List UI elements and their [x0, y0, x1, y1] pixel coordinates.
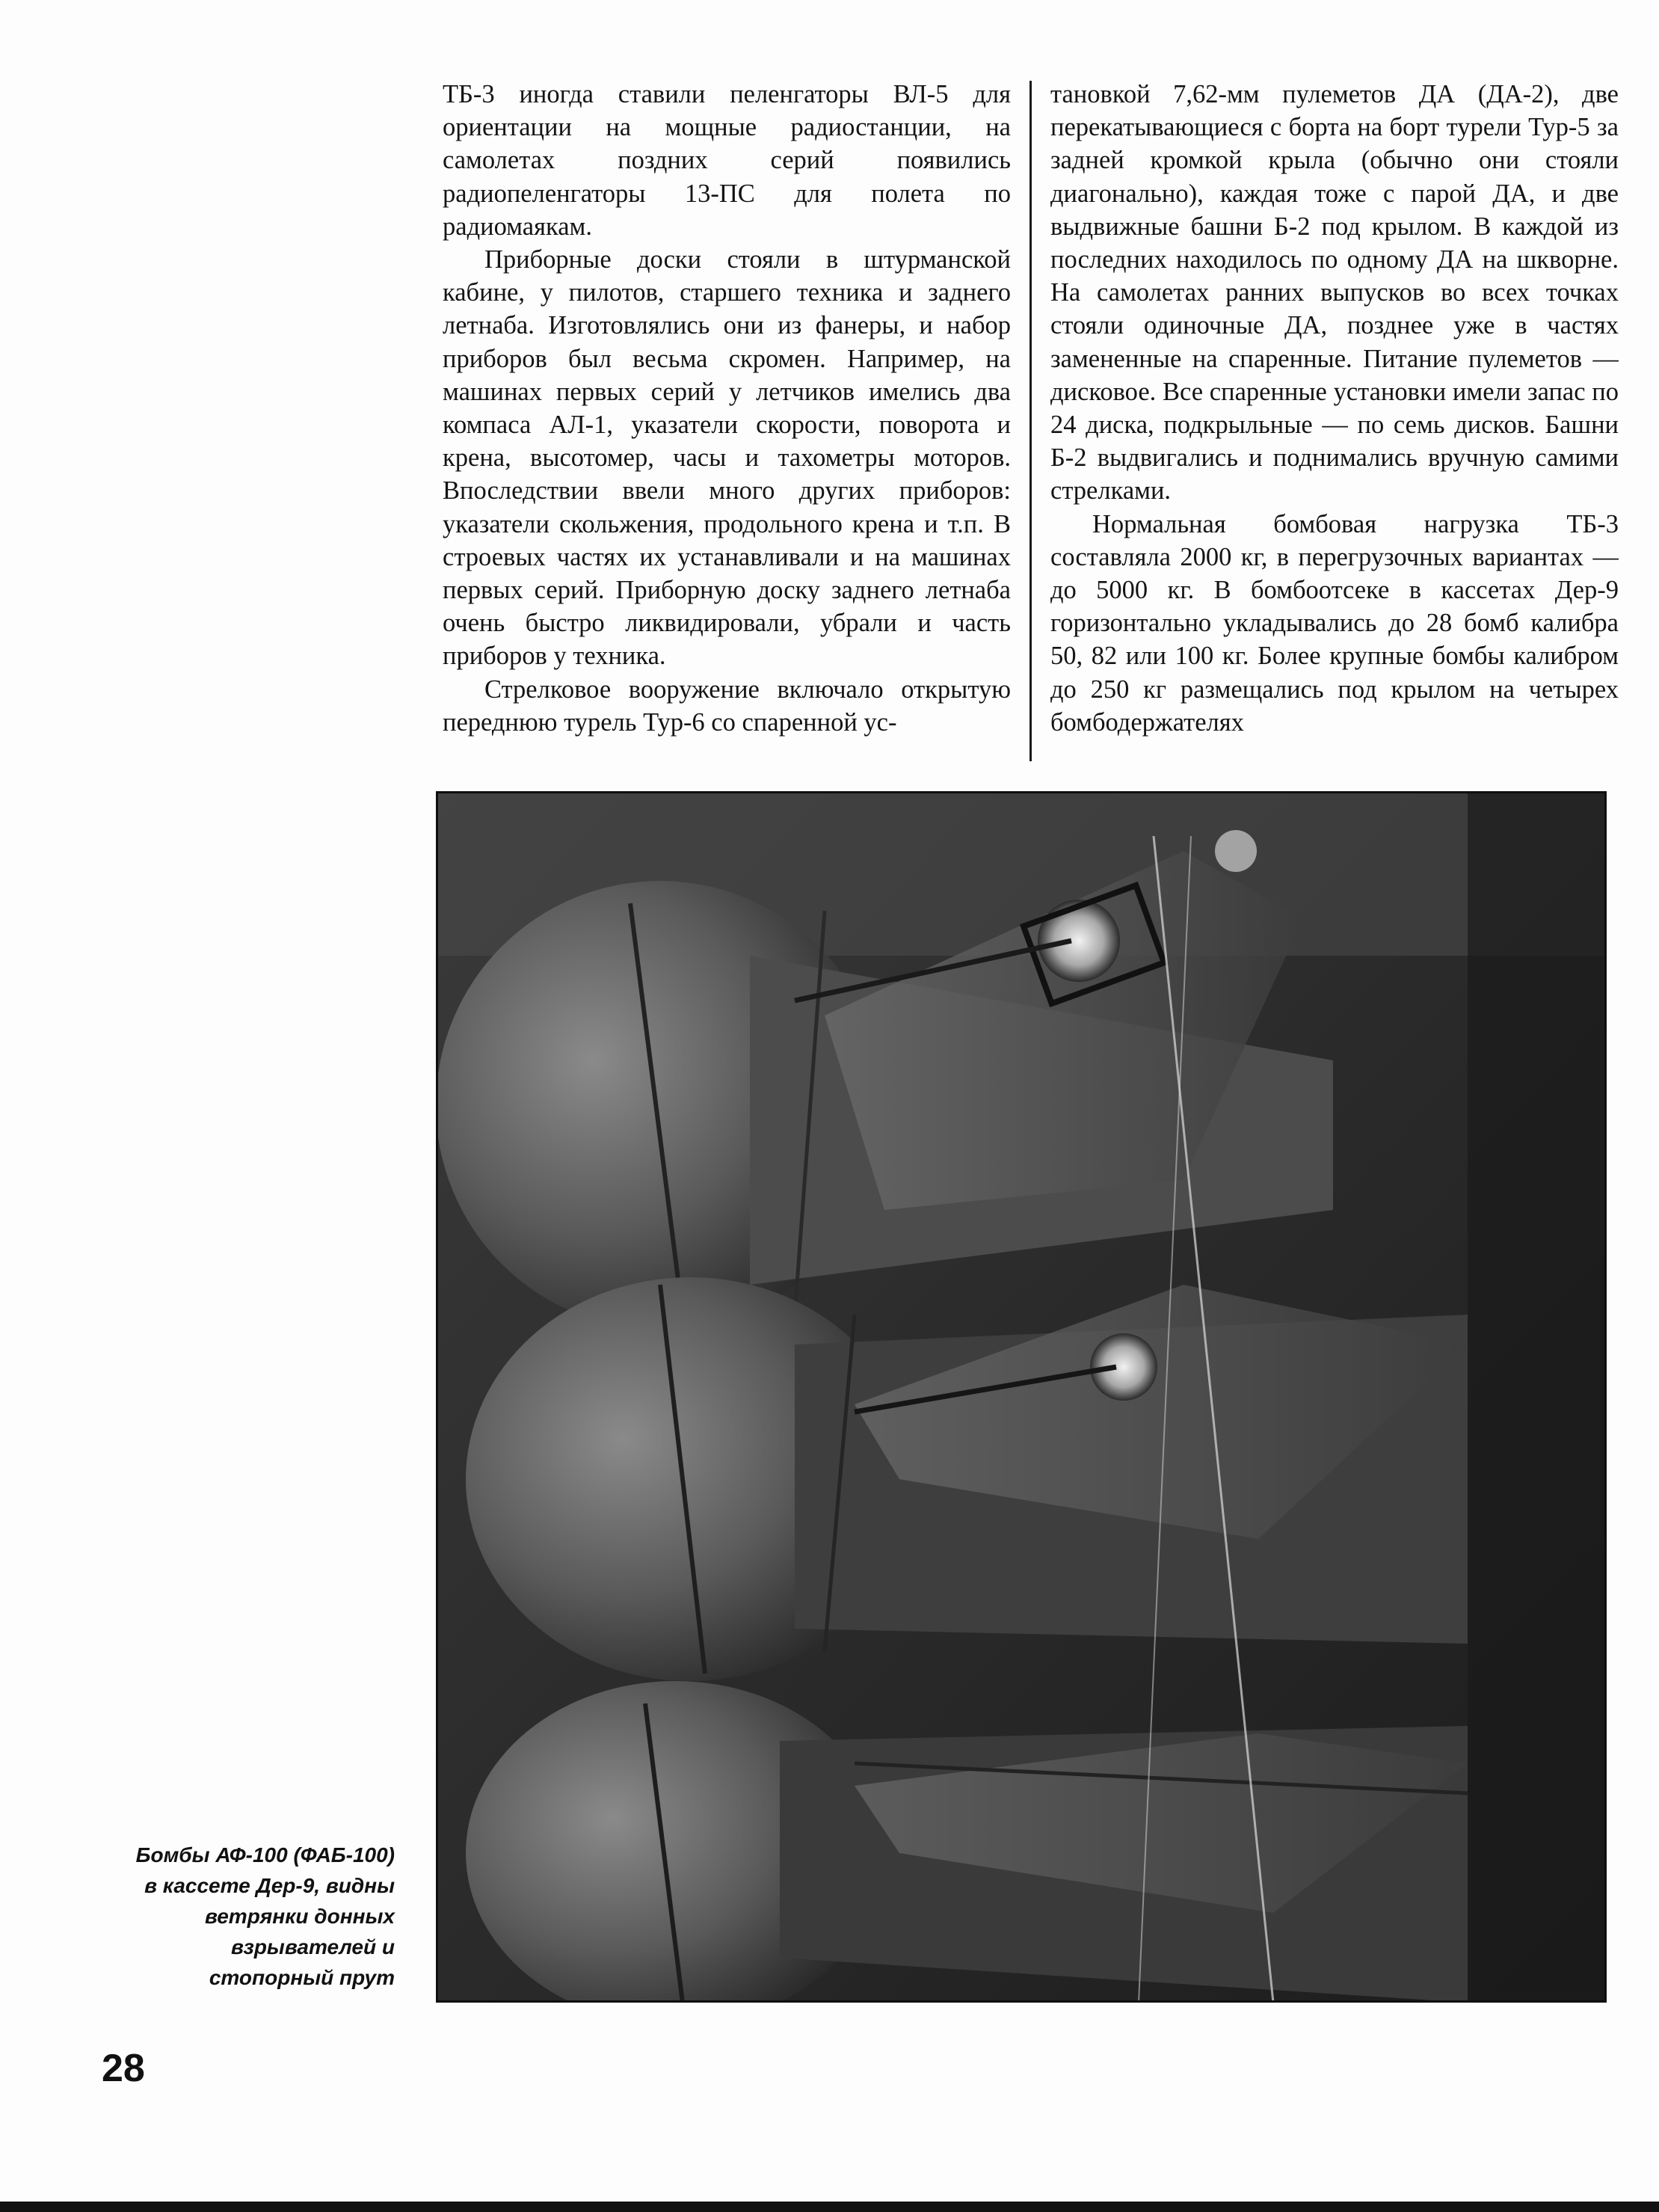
text-column-right: [1050, 78, 1619, 766]
photo-caption: [90, 1840, 395, 1993]
paragraph: Приборные доски стояли в штурманской кабине, у пилотов, старшего техника и заднего летнаба. Изготовлялись они из фанеры, и набор приборов был весьма скромен. Например, на машинах первых серий у летчиков имелись два компаса АЛ-1, указатели скорости, поворота и крена, высотомер, часы и тахометры моторов. Впоследствии ввели много других приборов: указатели скольжения, продольного крена и т.п. В строевых частях их устанавливали и на машинах первых серий. Приборную доску заднего летнаба очень быстро ликвидировали, убрали и часть приборов у техника.: [443, 245, 1011, 671]
column-divider: [1029, 81, 1032, 761]
paragraph: Нормальная бомбовая нагрузка ТБ-3 составляла 2000 кг, в перегрузочных вариантах — до 5000 кг. В бомбоотсеке в кассетах Дер-9 горизонтально укладывались до 28 бомб калибра 50, 82 или 100 кг. Более крупные бомбы калибром до 250 кг размещались под крылом на четырех бомбодержателях: [1050, 509, 1619, 737]
caption-line: в кассете Дер-9, видны: [144, 1874, 395, 1897]
caption-line: взрывателей и: [230, 1935, 395, 1958]
caption-line: ветрянки донных: [205, 1905, 395, 1928]
paragraph: Стрелковое вооружение включало открытую переднюю турель Тур-6 со спаренной ус-: [443, 675, 1011, 737]
bombs-photo: [436, 791, 1607, 2003]
page-number: 28: [102, 2047, 145, 2090]
scan-edge: [0, 2202, 1659, 2212]
caption-line: стопорный прут: [209, 1966, 395, 1989]
caption-line: Бомбы АФ-100 (ФАБ-100): [135, 1843, 395, 1867]
paragraph: тановкой 7,62-мм пулеметов ДА (ДА-2), две перекатывающиеся с борта на борт турели Тур-5 за задней кромкой крыла (обычно они стояли диагонально), каждая тоже с парой ДА, и две выдвижные башни Б-2 под крылом. В каждой из последних находилось по одному ДА на шкворне. На самолетах ранних выпусков во всех точках стояли одиночные ДА, позднее уже в частях замененные на спаренные. Питание пулеметов — дисковое. Все спаренные установки имели запас по 24 диска, подкрыльные — по семь дисков. Башни Б-2 выдвигались и поднимались вручную самими стрелками.: [1050, 80, 1619, 506]
paragraph: ТБ-3 иногда ставили пеленгаторы ВЛ-5 для ориентации на мощные радиостанции, на самолетах поздних серий появились радиопеленгаторы 13-ПС для полета по радиомаякам.: [443, 80, 1011, 241]
text-column-left: [443, 78, 1011, 766]
bomb-middle: [466, 1277, 1468, 1681]
